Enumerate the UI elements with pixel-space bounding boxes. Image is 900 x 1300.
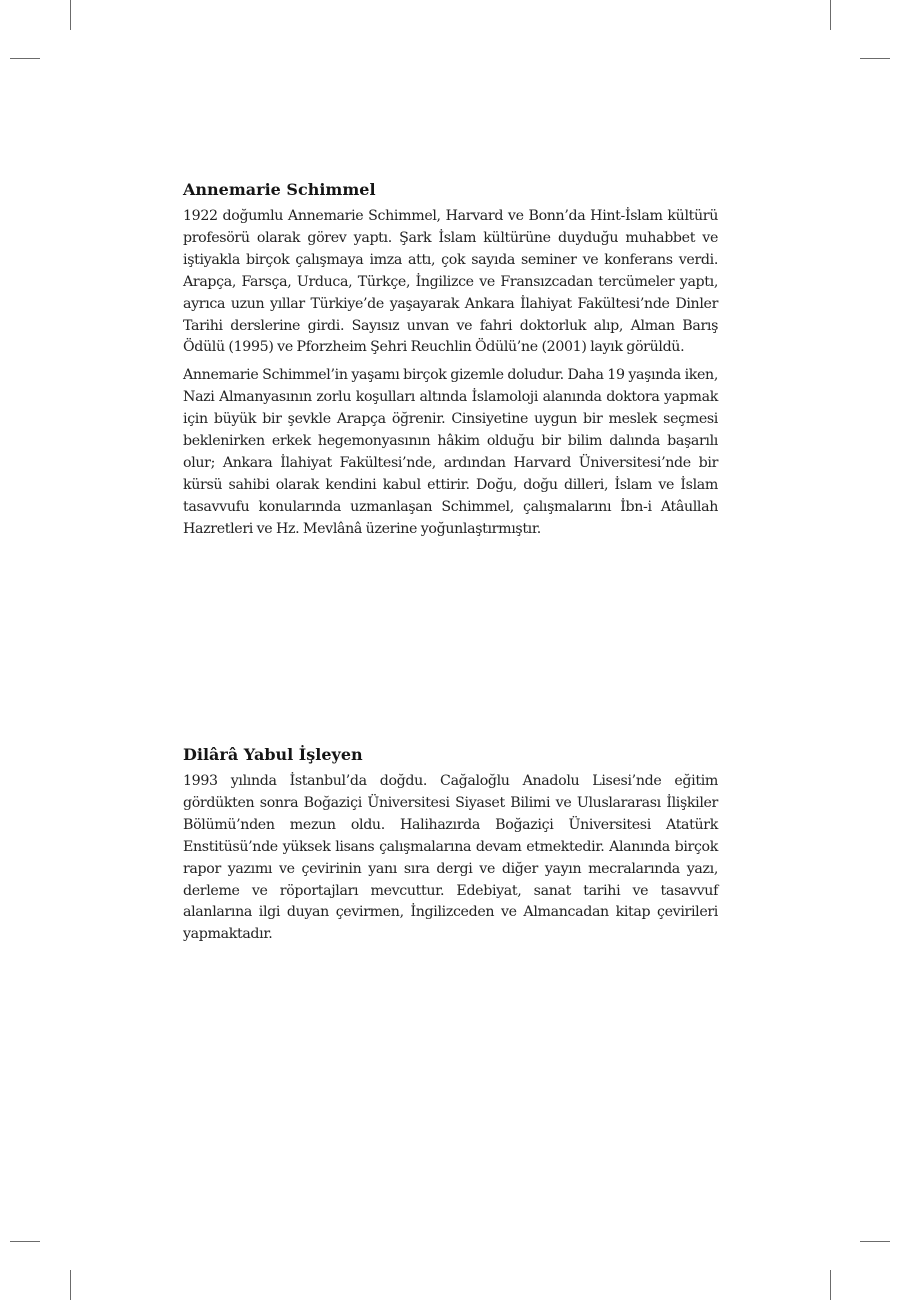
bio-paragraph: Annemarie Schimmel’in yaşamı birçok gizemle doludur. Daha 19 yaşında iken, Nazi Almanyasının zorlu koşulları altında İslamoloji alanında doktora yapmak için büyük bir şevkle Arapça öğrenir. Cinsiyetine uygun bir meslek seçmesi beklenirken erkek hegemonyasının hâkim olduğu bir bilim dalında başarılı olur; Ankara İlahiyat Fakültesi’nde, ardından Harvard Üniversitesi’nde bir kürsü sahibi olarak kendini kabul ettirir. Doğu, doğu dilleri, İslam ve İslam tasavvufu konularında uzmanlaşan Schimmel, çalışmalarını İbn-i Atâullah Hazretleri ve Hz. Mevlânâ üzerine yoğunlaştırmıştır. bbox=[183, 367, 718, 537]
bio-dilara-yabul-isleyen bbox=[183, 745, 718, 946]
bio-paragraph: 1993 yılında İstanbul’da doğdu. Cağaloğlu Anadolu Lisesi’nde eğitim gördükten sonra Boğaziçi Üniversitesi Siyaset Bilimi ve Uluslararası İlişkiler Bölümü’nden mezun oldu. Halihazırda Boğaziçi Üniversitesi Atatürk Enstitüsü’nde yüksek lisans çalışmalarına devam etmektedir. Alanında birçok rapor yazımı ve çevirinin yanı sıra dergi ve diğer yayın mecralarında yazı, derleme ve röportajları mevcuttur. Edebiyat, sanat tarihi ve tasavvuf alanlarına ilgi duyan çevirmen, İngilizceden ve Almancadan kitap çevirileri yapmaktadır. bbox=[183, 773, 718, 943]
bio-name: Annemarie Schimmel bbox=[183, 180, 376, 199]
crop-mark-bottom-left-horizontal bbox=[10, 1241, 40, 1242]
bio-annemarie-schimmel bbox=[183, 180, 718, 541]
crop-mark-top-right-vertical bbox=[830, 0, 831, 30]
crop-mark-bottom-left-vertical bbox=[70, 1270, 71, 1300]
crop-mark-bottom-right-vertical bbox=[830, 1270, 831, 1300]
crop-mark-bottom-right-horizontal bbox=[860, 1241, 890, 1242]
crop-mark-top-left-horizontal bbox=[10, 58, 40, 59]
bio-name: Dilârâ Yabul İşleyen bbox=[183, 745, 363, 764]
crop-mark-top-right-horizontal bbox=[860, 58, 890, 59]
crop-mark-top-left-vertical bbox=[70, 0, 71, 30]
bio-paragraph: 1922 doğumlu Annemarie Schimmel, Harvard ve Bonn’da Hint-İslam kültürü profesörü olarak görev yaptı. Şark İslam kültürüne duyduğu muhabbet ve iştiyakla birçok çalışmaya imza attı, çok sayıda seminer ve konferans verdi. Arapça, Farsça, Urduca, Türkçe, İngilizce ve Fransızcadan tercümeler yaptı, ayrıca uzun yıllar Türkiye’de yaşayarak Ankara İlahiyat Fakültesi’nde Dinler Tarihi derslerine girdi. Sayısız unvan ve fahri doktorluk alıp, Alman Barış Ödülü (1995) ve Pforzheim Şehri Reuchlin Ödülü’ne (2001) layık görüldü. bbox=[183, 208, 718, 356]
